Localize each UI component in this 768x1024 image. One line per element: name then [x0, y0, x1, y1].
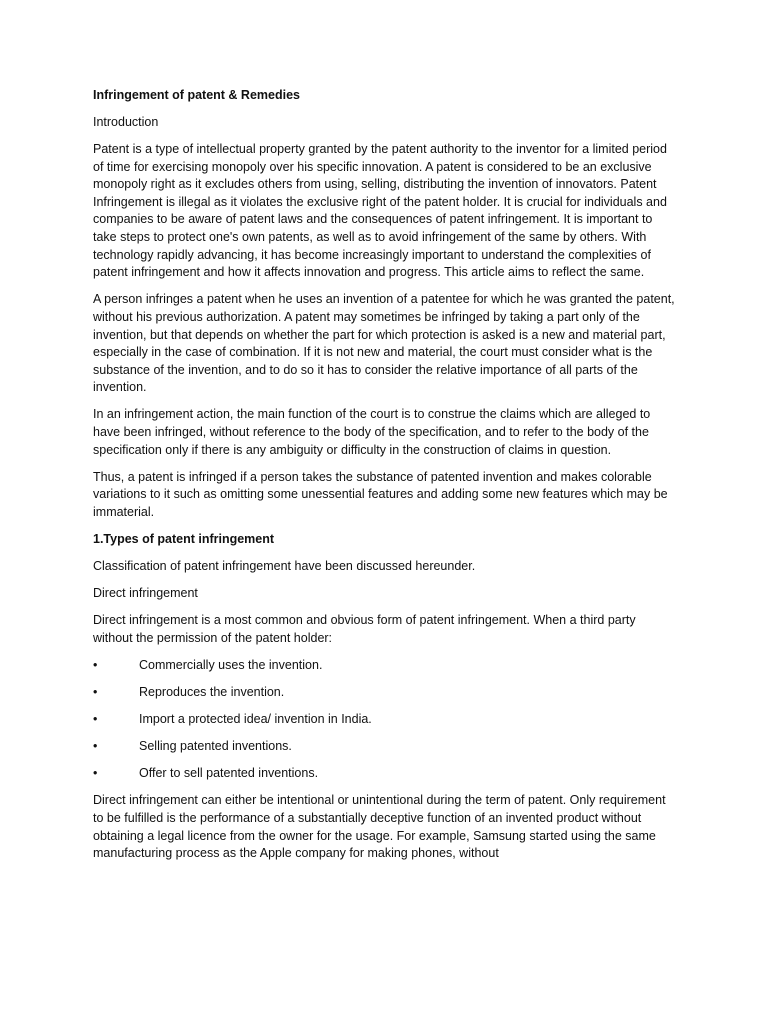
- list-item: [93, 711, 675, 729]
- list-item-text: Offer to sell patented inventions.: [139, 766, 319, 781]
- list-item-text: Import a protected idea/ invention in India.: [139, 712, 372, 727]
- bullet-icon: •: [93, 685, 98, 700]
- bullet-icon: •: [93, 766, 98, 781]
- list-item: [93, 765, 675, 783]
- bullet-icon: •: [93, 657, 98, 672]
- list-item: [93, 738, 675, 756]
- document-title: Infringement of patent & Remedies: [93, 88, 300, 102]
- section-heading-types: 1.Types of patent infringement: [93, 531, 275, 546]
- paragraph-infringement-definition: A person infringes a patent when he uses an invention of a patentee for which he was granted the patent, without his previous authorization. A patent may sometimes be infringed by taking a part only of the invention, but that depends on whether the part for which protection is asked is a new and material part, especially in the case of combination. If it is not new and material, the court must consider what is the substance of the invention, and to do so it has to consider the relative importance of all parts of the invention.: [93, 292, 675, 395]
- list-item: [93, 684, 675, 702]
- infringement-acts-list: [93, 657, 675, 783]
- list-item-text: Reproduces the invention.: [139, 685, 285, 700]
- section-types-intro: Classification of patent infringement have been discussed hereunder.: [93, 559, 476, 574]
- paragraph-court-function: In an infringement action, the main function of the court is to construe the claims which are alleged to have been infringed, without reference to the body of the specification, and to refer to the body of the specification only if there is any ambiguity or difficulty in the construction of claims in question.: [93, 407, 651, 457]
- direct-infringement-heading: Direct infringement: [93, 586, 198, 601]
- list-item: [93, 657, 675, 675]
- direct-infringement-intro: Direct infringement is a most common and obvious form of patent infringement. When a third party without the permission of the patent holder:: [93, 613, 636, 645]
- list-item-text: Selling patented inventions.: [139, 739, 292, 754]
- paragraph-intro: Patent is a type of intellectual property granted by the patent authority to the inventor for a limited period of time for exercising monopoly over his specific innovation. A patent is considered to be an exclusive monopoly right as it excludes others from using, selling, distributing the invention of innovators. Patent Infringement is illegal as it violates the exclusive right of the patent holder. It is crucial for individuals and companies to be aware of patent laws and the consequences of patent infringement. It is important to take steps to protect one's own patents, as well as to avoid infringement of the same by others. With technology rapidly advancing, it has become increasingly important to understand the complexities of patent infringement and how it affects innovation and progress. This article aims to reflect the same.: [93, 142, 667, 280]
- bullet-icon: •: [93, 739, 98, 754]
- bullet-icon: •: [93, 712, 98, 727]
- paragraph-direct-infringement-detail: Direct infringement can either be intentional or unintentional during the term of patent. Only requirement to be fulfilled is the performance of a substantially deceptive function of an invented product without obtaining a legal licence from the owner for the usage. For example, Samsung started using the same manufacturing process as the Apple company for making phones, without: [93, 793, 666, 861]
- paragraph-colorable-variations: Thus, a patent is infringed if a person takes the substance of patented invention and makes colorable variations to it such as omitting some unessential features and adding some new features which may be immaterial.: [93, 469, 668, 519]
- introduction-heading: Introduction: [93, 115, 159, 129]
- list-item-text: Commercially uses the invention.: [139, 657, 323, 672]
